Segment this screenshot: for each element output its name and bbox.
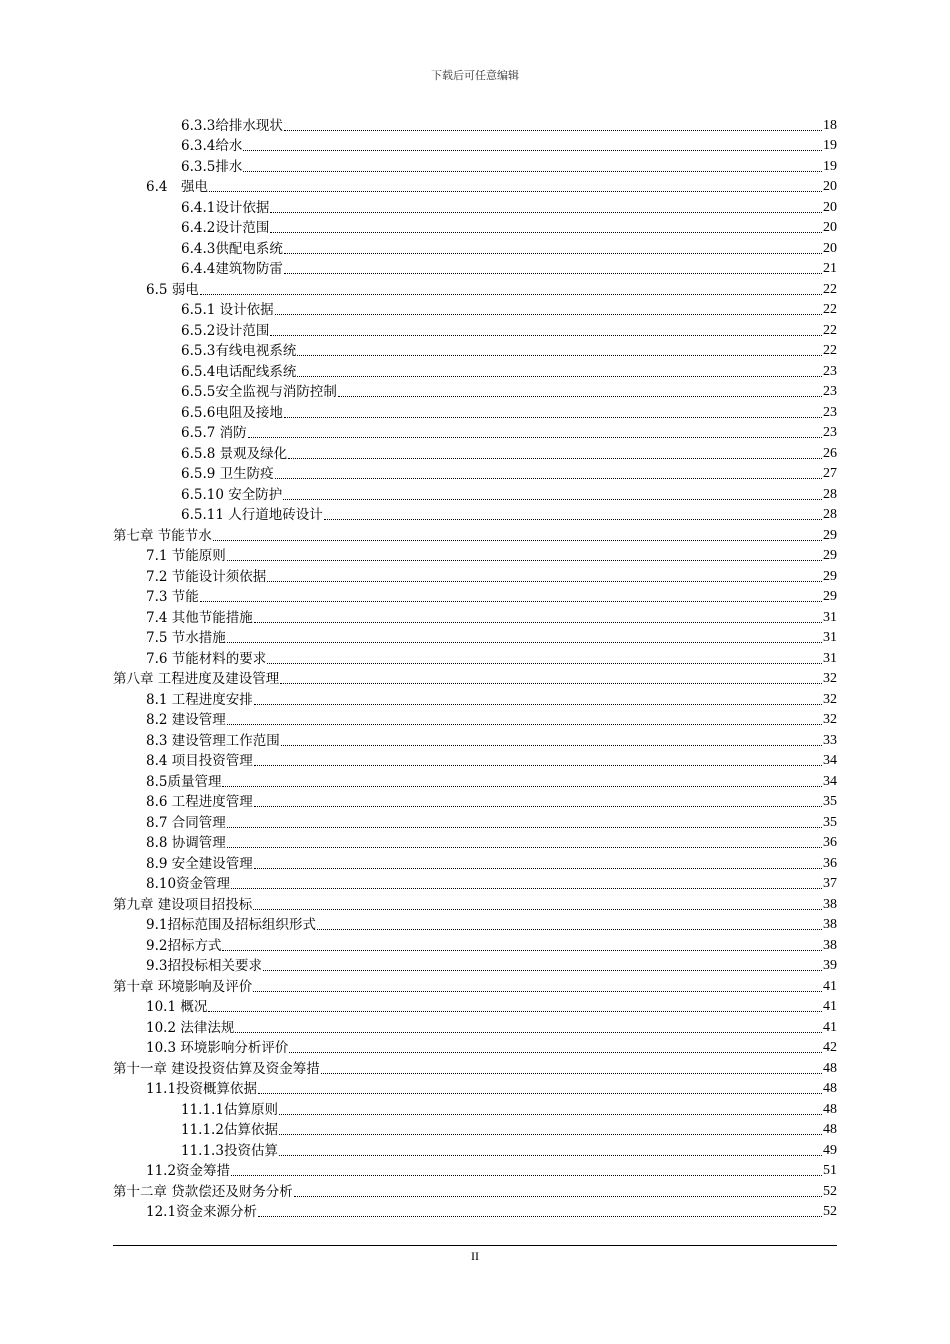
- toc-entry-page: 35: [823, 814, 837, 830]
- toc-entry-title: 6.4 强电: [146, 179, 208, 195]
- toc-entry[interactable]: [113, 135, 837, 156]
- toc-entry-title: 第八章 工程进度及建设管理: [113, 671, 280, 687]
- toc-entry[interactable]: [113, 955, 837, 976]
- toc-dot-leader: [213, 540, 822, 541]
- toc-entry[interactable]: [113, 237, 837, 258]
- toc-entry-title: 6.5.8 景观及绿化: [181, 445, 288, 462]
- toc-entry-title: 6.5.4电话配线系统: [181, 363, 297, 380]
- toc-entry-page: 19: [823, 138, 837, 153]
- table-of-contents: [113, 114, 837, 1221]
- toc-entry-page: 41: [823, 978, 837, 994]
- toc-dot-leader: [231, 888, 822, 889]
- toc-entry-page: 22: [823, 281, 837, 297]
- toc-entry-page: 32: [823, 691, 837, 707]
- toc-entry-page: 32: [823, 671, 837, 686]
- toc-entry-title: 8.3 建设管理工作范围: [146, 732, 280, 749]
- toc-entry-page: 38: [823, 896, 837, 912]
- page-number: II: [471, 1249, 479, 1263]
- toc-entry-page: 23: [823, 363, 837, 379]
- toc-dot-leader: [284, 253, 822, 254]
- toc-entry-page: 52: [823, 1204, 837, 1219]
- toc-entry[interactable]: [113, 688, 837, 709]
- toc-entry[interactable]: [113, 565, 837, 586]
- toc-entry-page: 18: [823, 117, 837, 133]
- toc-entry-title: 11.1.3投资估算: [181, 1142, 278, 1159]
- toc-entry-page: 33: [823, 732, 837, 748]
- toc-entry-page: 36: [823, 835, 837, 850]
- toc-entry-page: 34: [823, 773, 837, 789]
- toc-dot-leader: [200, 294, 822, 295]
- toc-entry-page: 51: [823, 1163, 837, 1178]
- toc-entry-page: 28: [823, 507, 837, 522]
- toc-entry-page: 32: [823, 712, 837, 727]
- toc-entry-page: 23: [823, 384, 837, 399]
- toc-entry-page: 38: [823, 917, 837, 932]
- toc-dot-leader: [270, 212, 822, 213]
- toc-entry-page: 22: [823, 302, 837, 317]
- toc-entry-title: 8.1 工程进度安排: [146, 691, 253, 708]
- toc-entry-page: 29: [823, 589, 837, 604]
- toc-dot-leader: [227, 560, 822, 561]
- toc-entry-page: 26: [823, 445, 837, 461]
- toc-entry-page: 23: [823, 425, 837, 440]
- toc-entry[interactable]: [113, 299, 837, 320]
- toc-entry[interactable]: [113, 1139, 837, 1160]
- toc-entry-title: 10.3 环境影响分析评价: [146, 1040, 289, 1056]
- toc-entry-title: 7.3 节能: [146, 589, 199, 605]
- toc-entry-title: 8.7 合同管理: [146, 814, 226, 831]
- toc-entry[interactable]: [113, 1057, 837, 1078]
- toc-dot-leader: [253, 909, 822, 910]
- toc-entry-page: 19: [823, 158, 837, 174]
- toc-entry-title: 8.8 协调管理: [146, 835, 226, 851]
- toc-entry-page: 48: [823, 1081, 837, 1096]
- toc-dot-leader: [209, 191, 822, 192]
- toc-entry-page: 48: [823, 1101, 837, 1117]
- toc-entry-page: 29: [823, 568, 837, 584]
- toc-entry[interactable]: [113, 770, 837, 791]
- toc-entry-title: 11.1.2估算依据: [181, 1122, 278, 1138]
- toc-entry[interactable]: [113, 463, 837, 484]
- toc-entry-title: 11.2资金筹措: [146, 1163, 231, 1179]
- toc-entry[interactable]: [113, 319, 837, 340]
- toc-entry[interactable]: [113, 340, 837, 361]
- toc-entry-page: 38: [823, 937, 837, 953]
- toc-entry[interactable]: [113, 360, 837, 381]
- toc-entry-title: 6.5.10 安全防护: [181, 486, 283, 503]
- toc-dot-leader: [254, 765, 822, 766]
- toc-entry-title: 第十一章 建设投资估算及资金筹措: [113, 1060, 320, 1077]
- toc-entry-title: 9.2招标方式: [146, 937, 222, 954]
- toc-entry[interactable]: [113, 1119, 837, 1140]
- toc-entry[interactable]: [113, 914, 837, 935]
- toc-dot-leader: [284, 273, 822, 274]
- toc-entry[interactable]: [113, 750, 837, 771]
- toc-entry-page: 29: [823, 548, 837, 563]
- footer-divider: [113, 1245, 837, 1246]
- toc-dot-leader: [284, 417, 822, 418]
- toc-entry[interactable]: [113, 647, 837, 668]
- toc-entry-title: 6.5.2设计范围: [181, 322, 270, 339]
- toc-entry[interactable]: [113, 401, 837, 422]
- toc-entry[interactable]: [113, 975, 837, 996]
- toc-dot-leader: [258, 1216, 822, 1217]
- toc-dot-leader: [227, 642, 822, 643]
- toc-entry[interactable]: [113, 504, 837, 525]
- toc-entry-page: 37: [823, 876, 837, 891]
- toc-entry[interactable]: [113, 873, 837, 894]
- toc-entry-title: 8.5质量管理: [146, 773, 222, 790]
- toc-entry-title: 10.2 法律法规: [146, 1019, 235, 1036]
- toc-entry-title: 6.5.6电阻及接地: [181, 404, 283, 421]
- toc-dot-leader: [235, 1032, 822, 1033]
- toc-dot-leader: [267, 581, 822, 582]
- toc-entry-title: 6.5.3有线电视系统: [181, 343, 297, 359]
- toc-entry-page: 22: [823, 322, 837, 338]
- toc-dot-leader: [267, 663, 822, 664]
- toc-entry-page: 41: [823, 1019, 837, 1035]
- toc-entry-title: 第九章 建设项目招投标: [113, 896, 253, 913]
- toc-entry-title: 6.5.1 设计依据: [181, 302, 274, 318]
- toc-dot-leader: [294, 1196, 822, 1197]
- toc-entry-title: 7.1 节能原则: [146, 548, 226, 564]
- toc-entry-page: 31: [823, 630, 837, 645]
- toc-entry-title: 10.1 概况: [146, 999, 208, 1015]
- toc-entry-page: 21: [823, 261, 837, 276]
- toc-entry-page: 20: [823, 220, 837, 235]
- toc-dot-leader: [275, 314, 822, 315]
- toc-entry-page: 49: [823, 1142, 837, 1158]
- toc-entry[interactable]: [113, 483, 837, 504]
- toc-entry[interactable]: [113, 258, 837, 279]
- toc-entry-title: 11.1投资概算依据: [146, 1081, 258, 1097]
- toc-entry[interactable]: [113, 606, 837, 627]
- toc-entry[interactable]: [113, 668, 837, 689]
- toc-dot-leader: [253, 991, 822, 992]
- toc-entry-title: 第十章 环境影响及评价: [113, 978, 253, 995]
- toc-dot-leader: [227, 724, 822, 725]
- toc-entry[interactable]: [113, 791, 837, 812]
- toc-entry-title: 11.1.1估算原则: [181, 1101, 278, 1118]
- toc-entry[interactable]: [113, 176, 837, 197]
- toc-entry[interactable]: [113, 627, 837, 648]
- toc-entry-title: 12.1资金来源分析: [146, 1204, 258, 1220]
- toc-entry[interactable]: [113, 545, 837, 566]
- toc-entry-title: 6.5.7 消防: [181, 425, 247, 441]
- toc-entry-page: 20: [823, 240, 837, 256]
- toc-entry-title: 7.2 节能设计须依据: [146, 568, 267, 585]
- toc-entry-page: 20: [823, 179, 837, 194]
- toc-dot-leader: [254, 704, 822, 705]
- toc-entry[interactable]: [113, 524, 837, 545]
- toc-dot-leader: [243, 171, 822, 172]
- toc-dot-leader: [289, 1052, 822, 1053]
- toc-entry-title: 6.4.1设计依据: [181, 199, 270, 216]
- toc-entry-title: 6.5.5安全监视与消防控制: [181, 384, 337, 400]
- toc-dot-leader: [283, 499, 822, 500]
- toc-entry-page: 36: [823, 855, 837, 871]
- toc-entry-page: 20: [823, 199, 837, 215]
- toc-dot-leader: [222, 786, 822, 787]
- toc-entry-title: 8.10资金管理: [146, 876, 231, 892]
- toc-entry-page: 28: [823, 486, 837, 502]
- toc-entry[interactable]: [113, 709, 837, 730]
- toc-dot-leader: [243, 150, 822, 151]
- toc-entry[interactable]: [113, 893, 837, 914]
- toc-entry[interactable]: [113, 1098, 837, 1119]
- toc-entry-title: 6.4.3供配电系统: [181, 240, 283, 257]
- toc-entry-title: 6.5 弱电: [146, 281, 199, 298]
- toc-entry[interactable]: [113, 1016, 837, 1037]
- toc-entry[interactable]: [113, 586, 837, 607]
- toc-dot-leader: [281, 745, 822, 746]
- toc-entry-title: 第七章 节能节水: [113, 527, 212, 544]
- toc-dot-leader: [279, 1155, 822, 1156]
- toc-entry[interactable]: [113, 832, 837, 853]
- toc-dot-leader: [222, 950, 822, 951]
- toc-entry-title: 6.3.4给水: [181, 138, 243, 154]
- toc-dot-leader: [270, 232, 822, 233]
- toc-entry-title: 8.2 建设管理: [146, 712, 226, 728]
- page-header: 下载后可任意编辑: [431, 69, 519, 82]
- toc-entry-page: 29: [823, 527, 837, 543]
- toc-entry-page: 31: [823, 609, 837, 625]
- toc-dot-leader: [208, 1011, 822, 1012]
- toc-entry[interactable]: [113, 996, 837, 1017]
- toc-entry[interactable]: [113, 1180, 837, 1201]
- toc-entry-page: 52: [823, 1183, 837, 1199]
- toc-entry-page: 39: [823, 958, 837, 973]
- toc-entry[interactable]: [113, 1078, 837, 1099]
- toc-dot-leader: [248, 437, 822, 438]
- toc-dot-leader: [279, 1114, 822, 1115]
- toc-dot-leader: [200, 601, 822, 602]
- toc-dot-leader: [297, 355, 822, 356]
- toc-entry[interactable]: [113, 1201, 837, 1222]
- toc-entry-title: 8.6 工程进度管理: [146, 794, 253, 810]
- toc-dot-leader: [254, 622, 822, 623]
- toc-dot-leader: [258, 1093, 822, 1094]
- toc-entry[interactable]: [113, 155, 837, 176]
- toc-entry[interactable]: [113, 217, 837, 238]
- toc-dot-leader: [275, 478, 822, 479]
- toc-entry-page: 41: [823, 999, 837, 1014]
- toc-dot-leader: [280, 683, 822, 684]
- toc-dot-leader: [284, 130, 822, 131]
- toc-entry-title: 6.5.9 卫生防疫: [181, 466, 274, 482]
- toc-dot-leader: [231, 1175, 822, 1176]
- toc-entry[interactable]: [113, 811, 837, 832]
- toc-dot-leader: [279, 1134, 822, 1135]
- toc-dot-leader: [317, 929, 822, 930]
- toc-dot-leader: [254, 806, 822, 807]
- toc-dot-leader: [288, 458, 822, 459]
- toc-dot-leader: [324, 519, 822, 520]
- toc-entry-title: 6.5.11 人行道地砖设计: [181, 507, 323, 523]
- toc-entry-title: 第十二章 贷款偿还及财务分析: [113, 1183, 293, 1200]
- toc-dot-leader: [227, 847, 822, 848]
- toc-entry-title: 8.9 安全建设管理: [146, 855, 253, 872]
- toc-entry[interactable]: [113, 852, 837, 873]
- toc-dot-leader: [227, 827, 822, 828]
- toc-entry[interactable]: [113, 729, 837, 750]
- toc-dot-leader: [270, 335, 822, 336]
- toc-dot-leader: [254, 868, 822, 869]
- toc-entry-page: 34: [823, 753, 837, 768]
- toc-entry[interactable]: [113, 114, 837, 135]
- toc-dot-leader: [321, 1073, 822, 1074]
- toc-entry-title: 7.6 节能材料的要求: [146, 650, 267, 667]
- toc-entry[interactable]: [113, 278, 837, 299]
- toc-entry-title: 7.5 节水措施: [146, 630, 226, 646]
- toc-dot-leader: [338, 396, 822, 397]
- toc-entry-title: 9.1招标范围及招标组织形式: [146, 917, 316, 933]
- toc-entry-page: 48: [823, 1122, 837, 1137]
- toc-entry[interactable]: [113, 196, 837, 217]
- toc-dot-leader: [263, 970, 822, 971]
- toc-entry-title: 6.4.2设计范围: [181, 220, 270, 236]
- toc-entry-page: 31: [823, 650, 837, 666]
- toc-entry[interactable]: [113, 422, 837, 443]
- toc-entry-title: 6.3.3给排水现状: [181, 117, 283, 134]
- toc-entry[interactable]: [113, 1160, 837, 1181]
- toc-entry[interactable]: [113, 1037, 837, 1058]
- toc-entry-title: 6.4.4建筑物防雷: [181, 261, 283, 277]
- toc-entry-title: 9.3招投标相关要求: [146, 958, 262, 974]
- toc-entry[interactable]: [113, 381, 837, 402]
- toc-entry-title: 6.3.5排水: [181, 158, 243, 175]
- toc-entry-page: 35: [823, 794, 837, 809]
- toc-entry-page: 27: [823, 466, 837, 481]
- toc-entry[interactable]: [113, 442, 837, 463]
- toc-entry-title: 8.4 项目投资管理: [146, 753, 253, 769]
- toc-entry-page: 42: [823, 1040, 837, 1055]
- toc-entry-title: 7.4 其他节能措施: [146, 609, 253, 626]
- toc-entry-page: 23: [823, 404, 837, 420]
- toc-dot-leader: [297, 376, 822, 377]
- toc-entry[interactable]: [113, 934, 837, 955]
- toc-entry-page: 22: [823, 343, 837, 358]
- toc-entry-page: 48: [823, 1060, 837, 1076]
